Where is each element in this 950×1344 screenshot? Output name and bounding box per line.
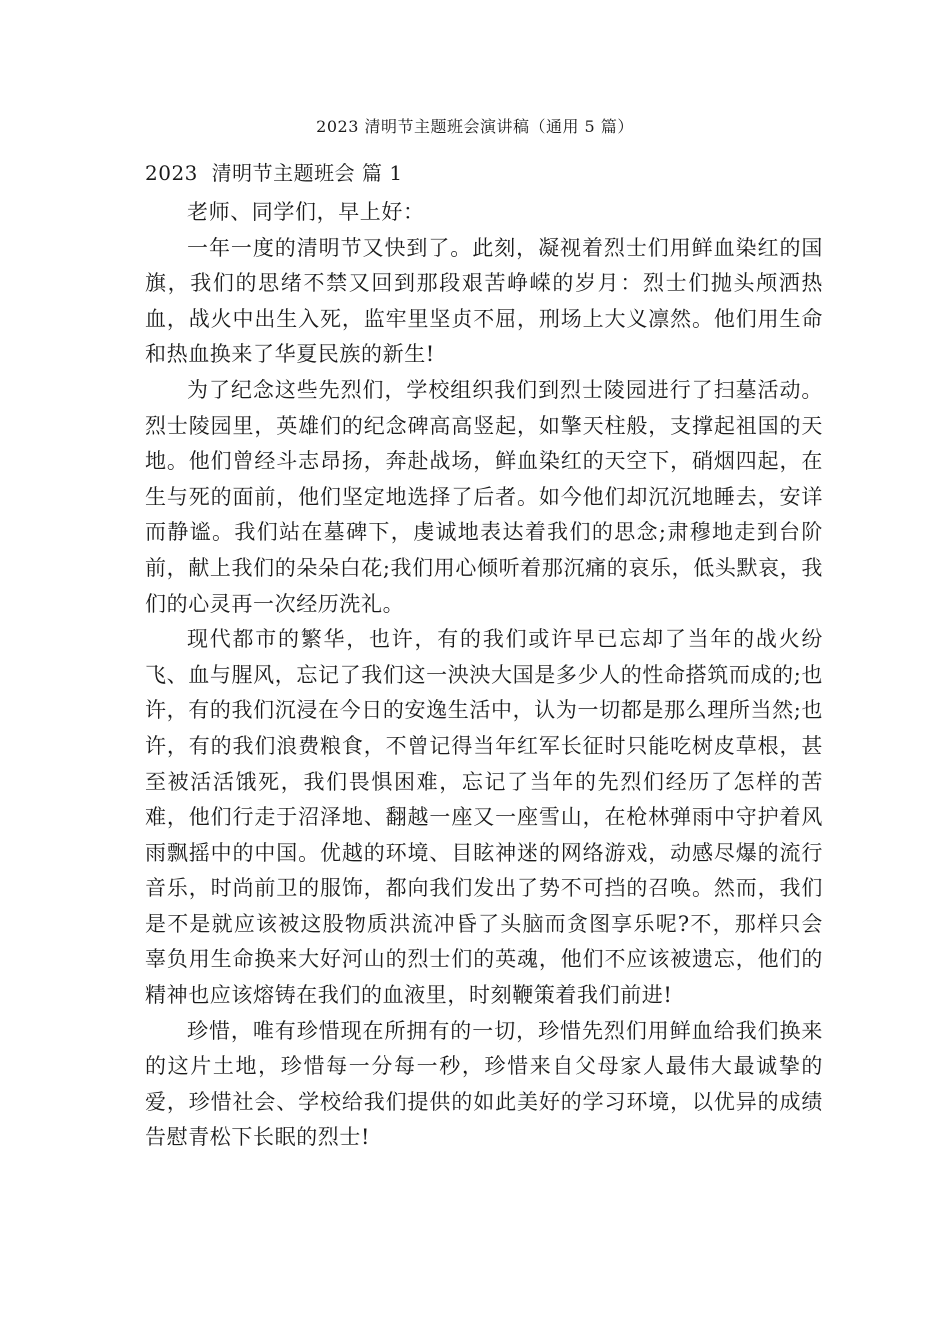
paragraph-4: 珍惜，唯有珍惜现在所拥有的一切，珍惜先烈们用鲜血给我们换来的这片土地，珍惜每一分每一秒，珍惜来自父母家人最伟大最诚挚的爱，珍惜社会、学校给我们提供的如此美好的学习环境，以优异的成绩告慰青松下长眠的烈士!: [145, 1018, 823, 1150]
paragraph-greeting: 老师、同学们，早上好：: [187, 200, 425, 224]
paragraph-2: 为了纪念这些先烈们，学校组织我们到烈士陵园进行了扫墓活动。烈士陵园里，英雄们的纪念碑高高竖起，如擎天柱般，支撑起祖国的天地。他们曾经斗志昂扬，奔赴战场，鲜血染红的天空下，硝烟四起，在生与死的面前，他们坚定地选择了后者。如今他们却沉沉地睡去，安详而静谧。我们站在墓碑下，虔诚地表达着我们的思念;肃穆地走到台阶前，献上我们的朵朵白花;我们用心倾听着那沉痛的哀乐，低头默哀，我们的心灵再一次经历洗礼。: [145, 377, 823, 616]
speech-body: [145, 195, 823, 1156]
paragraph-3: 现代都市的繁华，也许，有的我们或许早已忘却了当年的战火纷飞、血与腥风，忘记了我们这一泱泱大国是多少人的性命搭筑而成的;也许，有的我们沉浸在今日的安逸生活中，认为一切都是那么理所当然;也许，有的我们浪费粮食，不曾记得当年红军长征时只能吃树皮草根，甚至被活活饿死，我们畏惧困难，忘记了当年的先烈们经历了怎样的苦难，他们行走于沼泽地、翻越一座又一座雪山，在枪林弹雨中守护着风雨飘摇中的中国。优越的环境、目眩神迷的网络游戏，动感尽爆的流行音乐，时尚前卫的服饰，都向我们发出了势不可挡的召唤。然而，我们是不是就应该被这股物质洪流冲昏了头脑而贪图享乐呢?不，那样只会辜负用生命换来大好河山的烈士们的英魂，他们不应该被遗忘，他们的精神也应该熔铸在我们的血液里，时刻鞭策着我们前进!: [145, 627, 823, 1008]
section-heading: 2023 清明节主题班会 篇 1: [145, 161, 403, 185]
document-title: 2023 清明节主题班会演讲稿（通用 5 篇）: [316, 117, 634, 136]
paragraph-1: 一年一度的清明节又快到了。此刻，凝视着烈士们用鲜血染红的国旗，我们的思绪不禁又回到那段艰苦峥嵘的岁月：烈士们抛头颅洒热血，战火中出生入死，监牢里坚贞不屈，刑场上大义凛然。他们用生命和热血换来了华夏民族的新生!: [145, 235, 823, 367]
